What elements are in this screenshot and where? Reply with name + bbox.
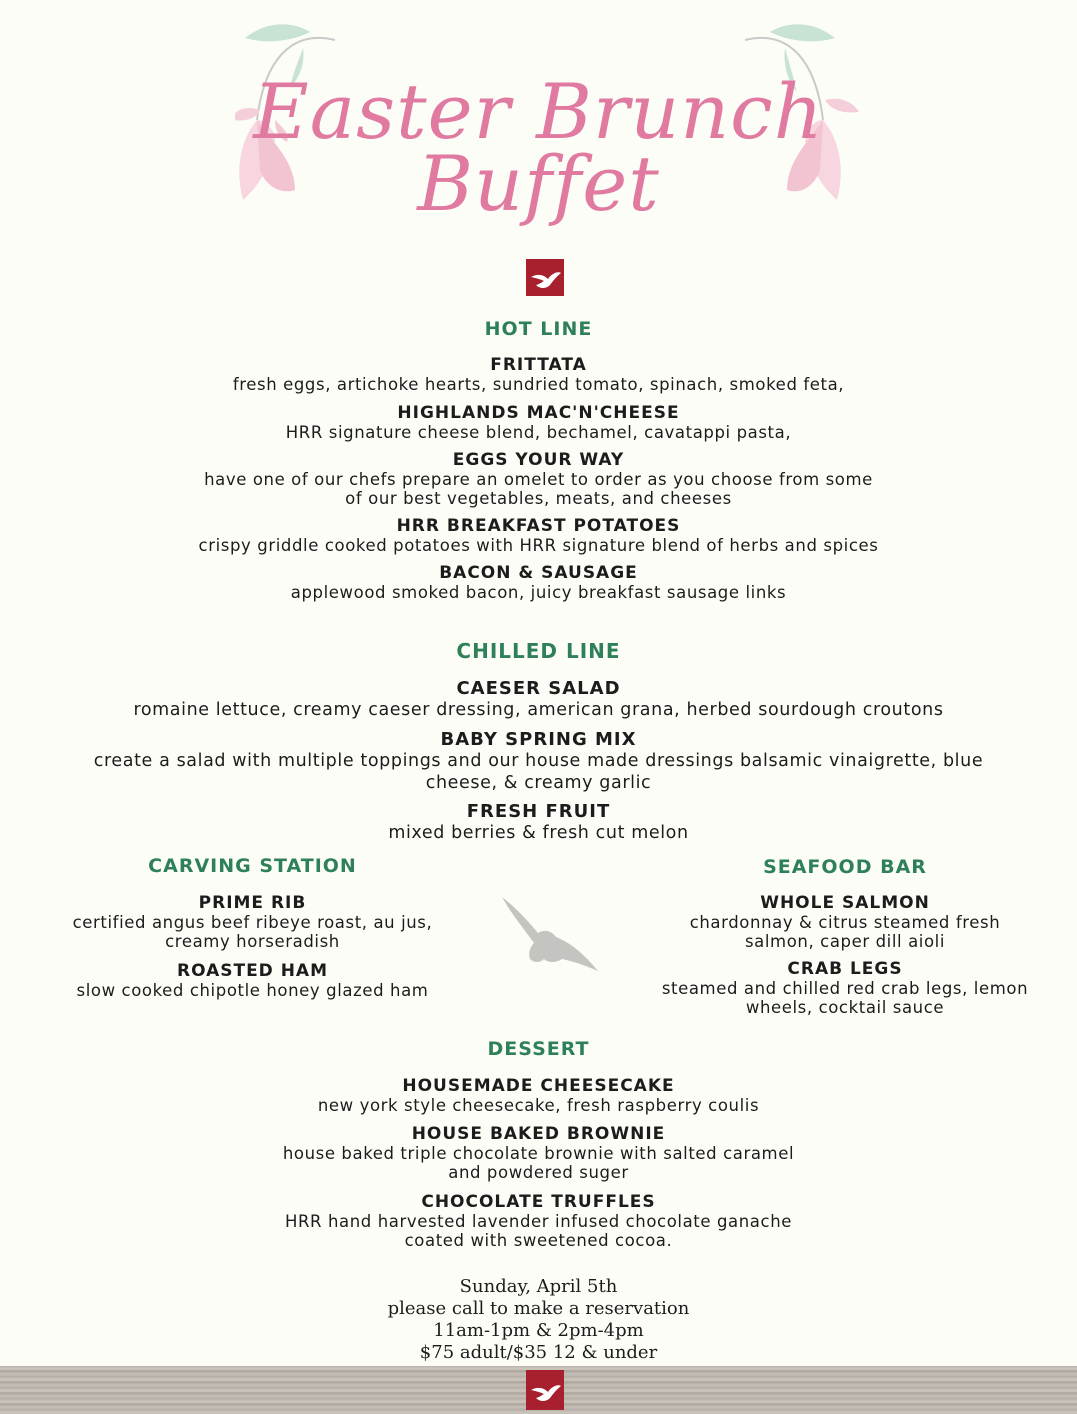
frittata-desc: fresh eggs, artichoke hearts, sundried tomato, spinach, smoked feta, [232, 375, 845, 394]
truffles-desc-1: HRR hand harvested lavender infused chocolate ganache [284, 1212, 792, 1231]
brownie-desc-2: and powdered suger [448, 1163, 629, 1182]
whole-salmon-desc-1: chardonnay & citrus steamed fresh [689, 913, 1001, 932]
crab-legs-desc-2: wheels, cocktail sauce [745, 998, 945, 1017]
fresh-fruit-desc: mixed berries & fresh cut melon [388, 823, 689, 843]
footer-logo-icon [526, 1370, 564, 1410]
mac-cheese-name: HIGHLANDS MAC'N'CHEESE [397, 403, 680, 423]
mac-cheese-desc: HRR signature cheese blend, bechamel, cavatappi pasta, [285, 423, 792, 442]
roasted-ham-name: ROASTED HAM [176, 961, 329, 981]
brownie-name: HOUSE BAKED BROWNIE [411, 1124, 666, 1144]
reservation-note: please call to make a reservation [387, 1298, 690, 1319]
whole-salmon-name: WHOLE SALMON [760, 893, 930, 913]
whole-salmon-desc-2: salmon, caper dill aioli [744, 932, 946, 951]
hot-line-heading: HOT LINE [484, 318, 593, 340]
crab-legs-desc-1: steamed and chilled red crab legs, lemon [661, 979, 1029, 998]
cheesecake-name: HOUSEMADE CHEESECAKE [402, 1076, 675, 1096]
bacon-sausage-desc: applewood smoked bacon, juicy breakfast sausage links [290, 583, 787, 602]
eggs-your-way-name: EGGS YOUR WAY [452, 450, 625, 470]
prime-rib-desc-1: certified angus beef ribeye roast, au jus, [72, 913, 433, 932]
baby-spring-mix-desc-2: cheese, & creamy garlic [425, 773, 652, 793]
truffles-name: CHOCOLATE TRUFFLES [421, 1192, 656, 1212]
prime-rib-name: PRIME RIB [198, 893, 307, 913]
eggs-your-way-desc-1: have one of our chefs prepare an omelet to order as you choose from some [204, 470, 873, 489]
roasted-ham-desc: slow cooked chipotle honey glazed ham [76, 981, 429, 1000]
cheesecake-desc: new york style cheesecake, fresh raspberry coulis [317, 1096, 760, 1115]
event-date: Sunday, April 5th [459, 1276, 618, 1297]
dessert-heading: DESSERT [487, 1038, 590, 1060]
event-hours: 11am-1pm & 2pm-4pm [433, 1320, 644, 1341]
caeser-salad-name: CAESER SALAD [456, 678, 621, 699]
bacon-sausage-name: BACON & SAUSAGE [439, 563, 638, 583]
event-info [0, 1276, 1077, 1364]
frittata-name: FRITTATA [490, 355, 587, 375]
hawk-silhouette-icon [500, 893, 600, 973]
baby-spring-mix-desc-1: create a salad with multiple toppings and our house made dressings balsamic vinaigrette, blue [93, 751, 984, 771]
logo-icon [526, 259, 564, 296]
title-line-2: Buffet [417, 139, 660, 228]
breakfast-potatoes-name: HRR BREAKFAST POTATOES [396, 516, 681, 536]
caeser-salad-desc: romaine lettuce, creamy caeser dressing, american grana, herbed sourdough croutons [133, 700, 944, 720]
crab-legs-name: CRAB LEGS [787, 959, 903, 979]
seafood-bar-heading: SEAFOOD BAR [763, 856, 927, 878]
brownie-desc-1: house baked triple chocolate brownie with salted caramel [282, 1144, 795, 1163]
eggs-your-way-desc-2: of our best vegetables, meats, and cheeses [345, 489, 732, 508]
carving-station-heading: CARVING STATION [148, 855, 357, 877]
event-pricing: $75 adult/$35 12 & under [419, 1342, 658, 1363]
chilled-line-heading: CHILLED LINE [456, 639, 621, 663]
breakfast-potatoes-desc: crispy griddle cooked potatoes with HRR signature blend of herbs and spices [198, 536, 879, 555]
baby-spring-mix-name: BABY SPRING MIX [440, 729, 637, 750]
fresh-fruit-name: FRESH FRUIT [466, 801, 611, 822]
prime-rib-desc-2: creamy horseradish [165, 932, 340, 951]
title-line-1: Easter Brunch [253, 67, 824, 156]
truffles-desc-2: coated with sweetened cocoa. [404, 1231, 673, 1250]
